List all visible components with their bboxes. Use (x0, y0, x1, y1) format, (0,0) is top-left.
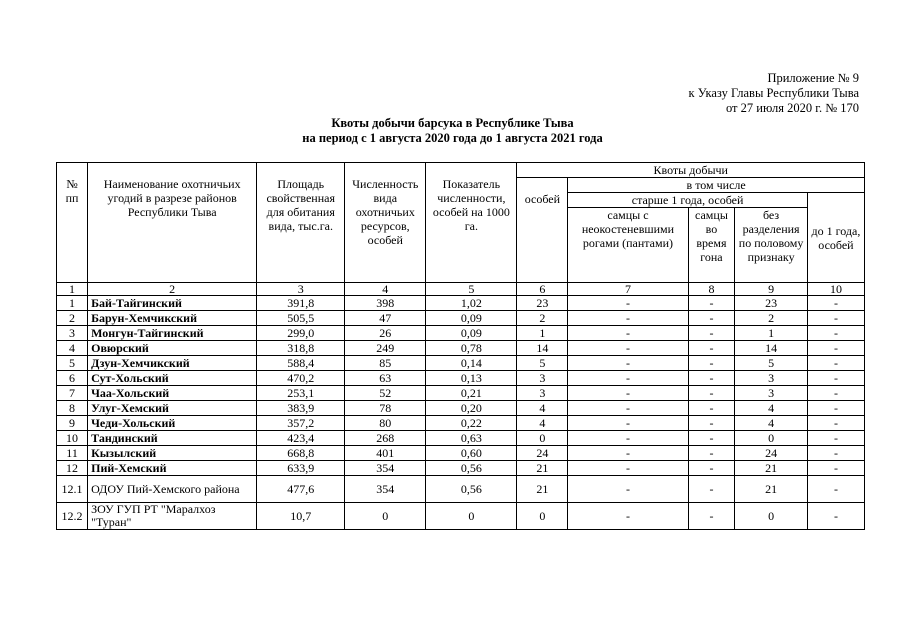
males-rut: - (688, 296, 735, 311)
quota-total: 3 (517, 386, 568, 401)
males-antlers: - (568, 446, 688, 461)
table-row (57, 311, 865, 326)
row-number: 7 (57, 386, 88, 401)
males-antlers: - (568, 296, 688, 311)
column-number: 6 (517, 283, 568, 296)
males-antlers: - (568, 416, 688, 431)
area-name: Кызылский (88, 446, 257, 461)
quota-total: 24 (517, 446, 568, 461)
no-sex: 23 (735, 296, 808, 311)
row-number: 4 (57, 341, 88, 356)
document-title (0, 116, 905, 146)
column-number: 4 (345, 283, 426, 296)
under1: - (807, 371, 864, 386)
population: 85 (345, 356, 426, 371)
row-number: 9 (57, 416, 88, 431)
header-older: старше 1 года, особей (568, 193, 808, 208)
quota-total: 5 (517, 356, 568, 371)
row-number: 11 (57, 446, 88, 461)
density: 0 (426, 503, 517, 530)
column-number: 10 (807, 283, 864, 296)
quota-total: 4 (517, 401, 568, 416)
header-population: Численность вида охотничьих ресурсов, особей (345, 163, 426, 283)
males-antlers: - (568, 503, 688, 530)
under1: - (807, 461, 864, 476)
header-quota: Квоты добычи (517, 163, 865, 178)
habitat-area: 318,8 (257, 341, 345, 356)
header-males-antlers: самцы с неокостеневшими рогами (пантами) (568, 208, 688, 283)
males-rut: - (688, 503, 735, 530)
under1: - (807, 326, 864, 341)
males-rut: - (688, 341, 735, 356)
title-line-1: Квоты добычи барсука в Республике Тыва (331, 116, 574, 130)
header-including: в том числе (568, 178, 865, 193)
habitat-area: 505,5 (257, 311, 345, 326)
density: 0,20 (426, 401, 517, 416)
header-area: Площадь свойственная для обитания вида, тыс.га. (257, 163, 345, 283)
quota-total: 23 (517, 296, 568, 311)
row-number: 3 (57, 326, 88, 341)
table-row (57, 371, 865, 386)
habitat-area: 253,1 (257, 386, 345, 401)
under1: - (807, 386, 864, 401)
density: 0,21 (426, 386, 517, 401)
no-sex: 21 (735, 476, 808, 503)
row-number: 12.2 (57, 503, 88, 530)
table-row (57, 356, 865, 371)
table-row (57, 476, 865, 503)
title-line-2: на период с 1 августа 2020 года до 1 августа 2021 года (302, 131, 603, 145)
population: 80 (345, 416, 426, 431)
header-total: особей (517, 178, 568, 283)
area-name: Пий-Хемский (88, 461, 257, 476)
appendix-note (689, 71, 859, 116)
table-row (57, 326, 865, 341)
males-rut: - (688, 371, 735, 386)
density: 0,63 (426, 431, 517, 446)
row-number: 12 (57, 461, 88, 476)
no-sex: 2 (735, 311, 808, 326)
table-row (57, 401, 865, 416)
males-rut: - (688, 326, 735, 341)
quota-total: 1 (517, 326, 568, 341)
column-number-row (57, 283, 865, 296)
males-rut: - (688, 476, 735, 503)
area-name: Сут-Хольский (88, 371, 257, 386)
density: 0,09 (426, 326, 517, 341)
area-name: Улуг-Хемский (88, 401, 257, 416)
row-number: 12.1 (57, 476, 88, 503)
population: 52 (345, 386, 426, 401)
no-sex: 5 (735, 356, 808, 371)
column-number: 9 (735, 283, 808, 296)
under1: - (807, 296, 864, 311)
under1: - (807, 431, 864, 446)
males-antlers: - (568, 461, 688, 476)
appendix-line-1: Приложение № 9 (767, 71, 859, 85)
area-name: Чаа-Хольский (88, 386, 257, 401)
table-row (57, 446, 865, 461)
no-sex: 1 (735, 326, 808, 341)
header-under1: до 1 года, особей (807, 193, 864, 283)
under1: - (807, 401, 864, 416)
area-name: Монгун-Тайгинский (88, 326, 257, 341)
density: 0,56 (426, 476, 517, 503)
appendix-line-3: от 27 июля 2020 г. № 170 (725, 101, 859, 115)
under1: - (807, 311, 864, 326)
header-num: № пп (57, 163, 88, 283)
table-row (57, 503, 865, 530)
males-antlers: - (568, 311, 688, 326)
table-row (57, 416, 865, 431)
row-number: 8 (57, 401, 88, 416)
habitat-area: 668,8 (257, 446, 345, 461)
row-number: 1 (57, 296, 88, 311)
males-rut: - (688, 446, 735, 461)
males-rut: - (688, 386, 735, 401)
males-rut: - (688, 401, 735, 416)
table-row (57, 296, 865, 311)
no-sex: 0 (735, 431, 808, 446)
no-sex: 3 (735, 371, 808, 386)
no-sex: 0 (735, 503, 808, 530)
quota-total: 0 (517, 431, 568, 446)
area-name: Барун-Хемчикский (88, 311, 257, 326)
males-rut: - (688, 461, 735, 476)
population: 268 (345, 431, 426, 446)
males-antlers: - (568, 401, 688, 416)
quota-table (56, 162, 865, 530)
males-antlers: - (568, 371, 688, 386)
table-row (57, 386, 865, 401)
table-row (57, 341, 865, 356)
population: 249 (345, 341, 426, 356)
no-sex: 4 (735, 416, 808, 431)
habitat-area: 10,7 (257, 503, 345, 530)
under1: - (807, 503, 864, 530)
column-number: 2 (88, 283, 257, 296)
quota-total: 3 (517, 371, 568, 386)
density: 0,78 (426, 341, 517, 356)
population: 401 (345, 446, 426, 461)
under1: - (807, 341, 864, 356)
under1: - (807, 476, 864, 503)
row-number: 2 (57, 311, 88, 326)
no-sex: 3 (735, 386, 808, 401)
density: 0,13 (426, 371, 517, 386)
area-name: ОДОУ Пий-Хемского района (88, 476, 257, 503)
habitat-area: 477,6 (257, 476, 345, 503)
quota-total: 14 (517, 341, 568, 356)
males-antlers: - (568, 431, 688, 446)
males-rut: - (688, 356, 735, 371)
males-rut: - (688, 431, 735, 446)
table-row (57, 431, 865, 446)
habitat-area: 588,4 (257, 356, 345, 371)
table-row (57, 461, 865, 476)
males-rut: - (688, 416, 735, 431)
row-number: 5 (57, 356, 88, 371)
area-name: Чеди-Хольский (88, 416, 257, 431)
population: 354 (345, 461, 426, 476)
population: 26 (345, 326, 426, 341)
population: 0 (345, 503, 426, 530)
column-number: 5 (426, 283, 517, 296)
column-number: 8 (688, 283, 735, 296)
density: 0,14 (426, 356, 517, 371)
population: 63 (345, 371, 426, 386)
area-name: Дзун-Хемчикский (88, 356, 257, 371)
population: 78 (345, 401, 426, 416)
column-number: 3 (257, 283, 345, 296)
habitat-area: 383,9 (257, 401, 345, 416)
row-number: 10 (57, 431, 88, 446)
area-name: Тандинский (88, 431, 257, 446)
habitat-area: 470,2 (257, 371, 345, 386)
no-sex: 4 (735, 401, 808, 416)
habitat-area: 633,9 (257, 461, 345, 476)
males-antlers: - (568, 356, 688, 371)
density: 1,02 (426, 296, 517, 311)
males-rut: - (688, 311, 735, 326)
quota-total: 0 (517, 503, 568, 530)
row-number: 6 (57, 371, 88, 386)
population: 354 (345, 476, 426, 503)
column-number: 7 (568, 283, 688, 296)
header-density: Показатель численности, особей на 1000 га. (426, 163, 517, 283)
appendix-line-2: к Указу Главы Республики Тыва (688, 86, 859, 100)
header-no-sex: без разделения по половому признаку (735, 208, 808, 283)
density: 0,22 (426, 416, 517, 431)
density: 0,56 (426, 461, 517, 476)
under1: - (807, 416, 864, 431)
density: 0,60 (426, 446, 517, 461)
area-name: Овюрский (88, 341, 257, 356)
population: 47 (345, 311, 426, 326)
no-sex: 21 (735, 461, 808, 476)
area-name: ЗОУ ГУП РТ "Маралхоз "Туран" (88, 503, 257, 530)
quota-total: 4 (517, 416, 568, 431)
habitat-area: 357,2 (257, 416, 345, 431)
no-sex: 24 (735, 446, 808, 461)
density: 0,09 (426, 311, 517, 326)
habitat-area: 423,4 (257, 431, 345, 446)
header-name: Наименование охотничьих угодий в разрезе районов Республики Тыва (88, 163, 257, 283)
no-sex: 14 (735, 341, 808, 356)
column-number: 1 (57, 283, 88, 296)
quota-total: 2 (517, 311, 568, 326)
quota-total: 21 (517, 461, 568, 476)
population: 398 (345, 296, 426, 311)
males-antlers: - (568, 386, 688, 401)
males-antlers: - (568, 476, 688, 503)
under1: - (807, 446, 864, 461)
header-males-rut: самцы во время гона (688, 208, 735, 283)
area-name: Бай-Тайгинский (88, 296, 257, 311)
males-antlers: - (568, 326, 688, 341)
quota-total: 21 (517, 476, 568, 503)
under1: - (807, 356, 864, 371)
habitat-area: 391,8 (257, 296, 345, 311)
males-antlers: - (568, 341, 688, 356)
habitat-area: 299,0 (257, 326, 345, 341)
